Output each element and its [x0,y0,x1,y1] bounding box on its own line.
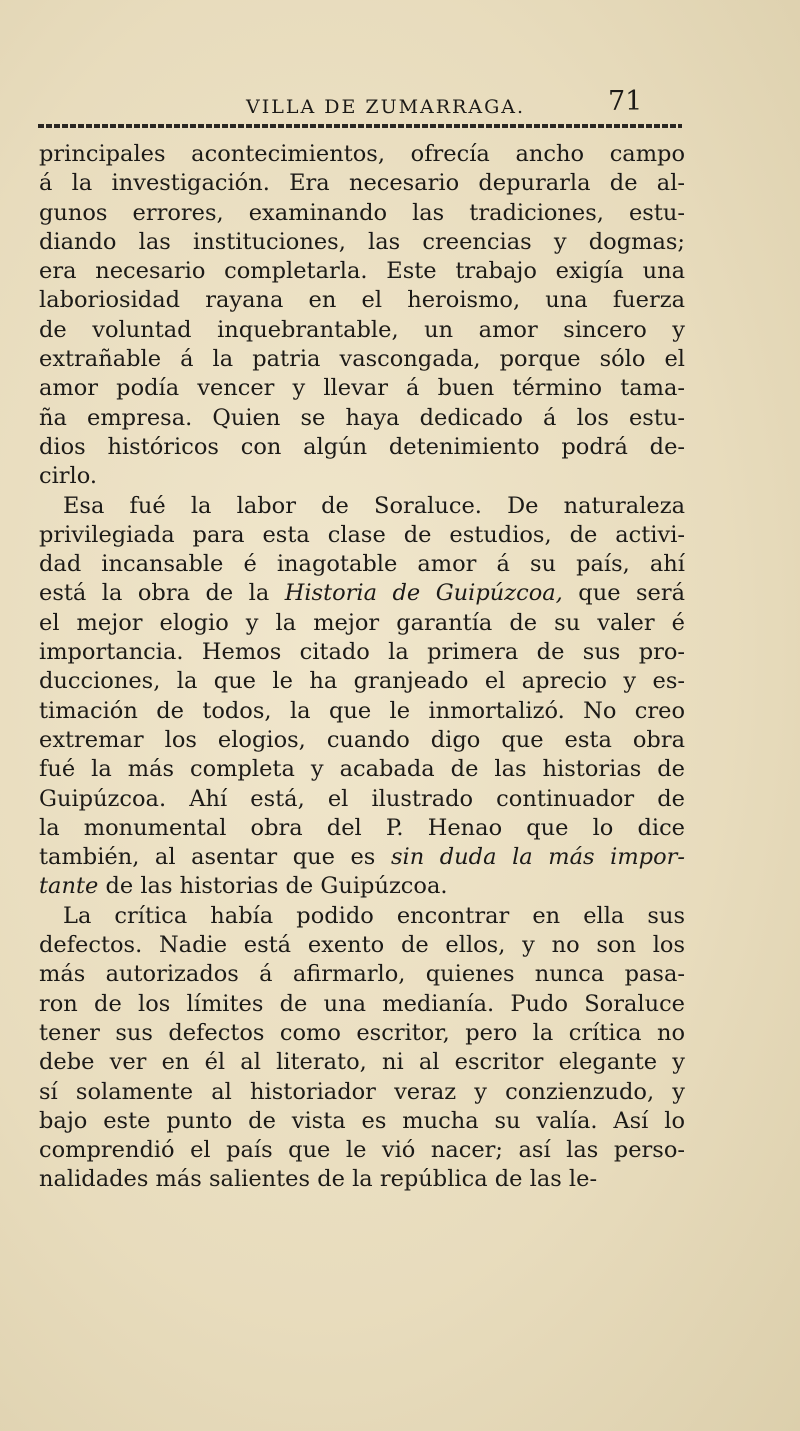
page-header [40,86,680,122]
text-line: timación de todos, la que le inmortalizó. No creo [39,697,685,724]
text-line: importancia. Hemos citado la primera de sus pro- [39,639,685,666]
text-line: La crítica había podido encontrar en ella sus [63,902,685,929]
text-line: dios históricos con algún detenimiento podrá de- [39,433,685,460]
text-line: comprendió el país que le vió nacer; así las perso- [39,1137,685,1164]
text-line: extremar los elogios, cuando digo que esta obra [39,726,685,753]
header-rule [38,124,682,128]
text-line: de voluntad inquebrantable, un amor sincero y [39,316,685,343]
text-line: el mejor elogio y la mejor garantía de su valer é [39,609,685,636]
text-line: dad incansable é inagotable amor á su país, ahí [39,551,685,578]
text-line: más autorizados á afirmarlo, quienes nunca pasa- [39,961,685,988]
text-line: amor podía vencer y llevar á buen término tama- [39,375,685,402]
text-line [39,843,685,872]
text-span: también, al asentar que es [39,844,391,871]
text-line: privilegiada para esta clase de estudios, de activi- [39,521,685,548]
text-line: extrañable á la patria vascongada, porque sólo el [39,346,685,373]
text-line: ducciones, la que le ha granjeado el aprecio y es- [39,668,685,695]
text-line: Esa fué la labor de Soraluce. De naturaleza [63,492,685,519]
text-line: á la investigación. Era necesario depurarla de al- [39,170,685,197]
text-line: cirlo. [39,463,98,490]
text-line: laboriosidad rayana en el heroismo, una fuerza [39,287,685,314]
text-line: gunos errores, examinando las tradiciones, estu- [39,199,685,226]
page-number: 71 [608,86,643,117]
text-line: tener sus defectos como escritor, pero la crítica no [39,1019,685,1046]
text-line [39,579,685,608]
italic-text: Historia de Guipúzcoa, [284,580,563,607]
text-line: nalidades más salientes de la república de las le- [39,1166,598,1193]
text-line: sí solamente al historiador veraz y conzienzudo, y [39,1078,685,1105]
text-line: defectos. Nadie está exento de ellos, y no son los [39,932,685,959]
text-line: diando las instituciones, las creencias y dogmas; [39,228,685,255]
text-line: Guipúzcoa. Ahí está, el ilustrado continuador de [39,785,685,812]
text-line [39,872,685,901]
text-line: fué la más completa y acabada de las historias de [39,756,685,783]
italic-text: tante [39,873,99,900]
text-line: ña empresa. Quien se haya dedicado á los estu- [39,404,685,431]
text-span: de las historias de Guipúzcoa. [98,873,448,900]
text-span: está la obra de la [39,580,285,607]
text-line: debe ver en él al literato, ni al escritor elegante y [39,1049,685,1076]
text-line: era necesario completarla. Este trabajo exigía una [39,258,685,285]
text-line: bajo este punto de vista es mucha su valía. Así lo [39,1107,685,1134]
text-line: principales acontecimientos, ofrecía ancho campo [39,141,685,167]
body-text [39,140,685,1195]
text-span: que será [562,580,685,607]
running-title: VILLA DE ZUMARRAGA. [246,96,526,118]
italic-text: sin duda la más impor- [390,844,685,871]
text-line: ron de los límites de una medianía. Pudo Soraluce [39,990,685,1017]
text-line: la monumental obra del P. Henao que lo dice [39,814,685,841]
